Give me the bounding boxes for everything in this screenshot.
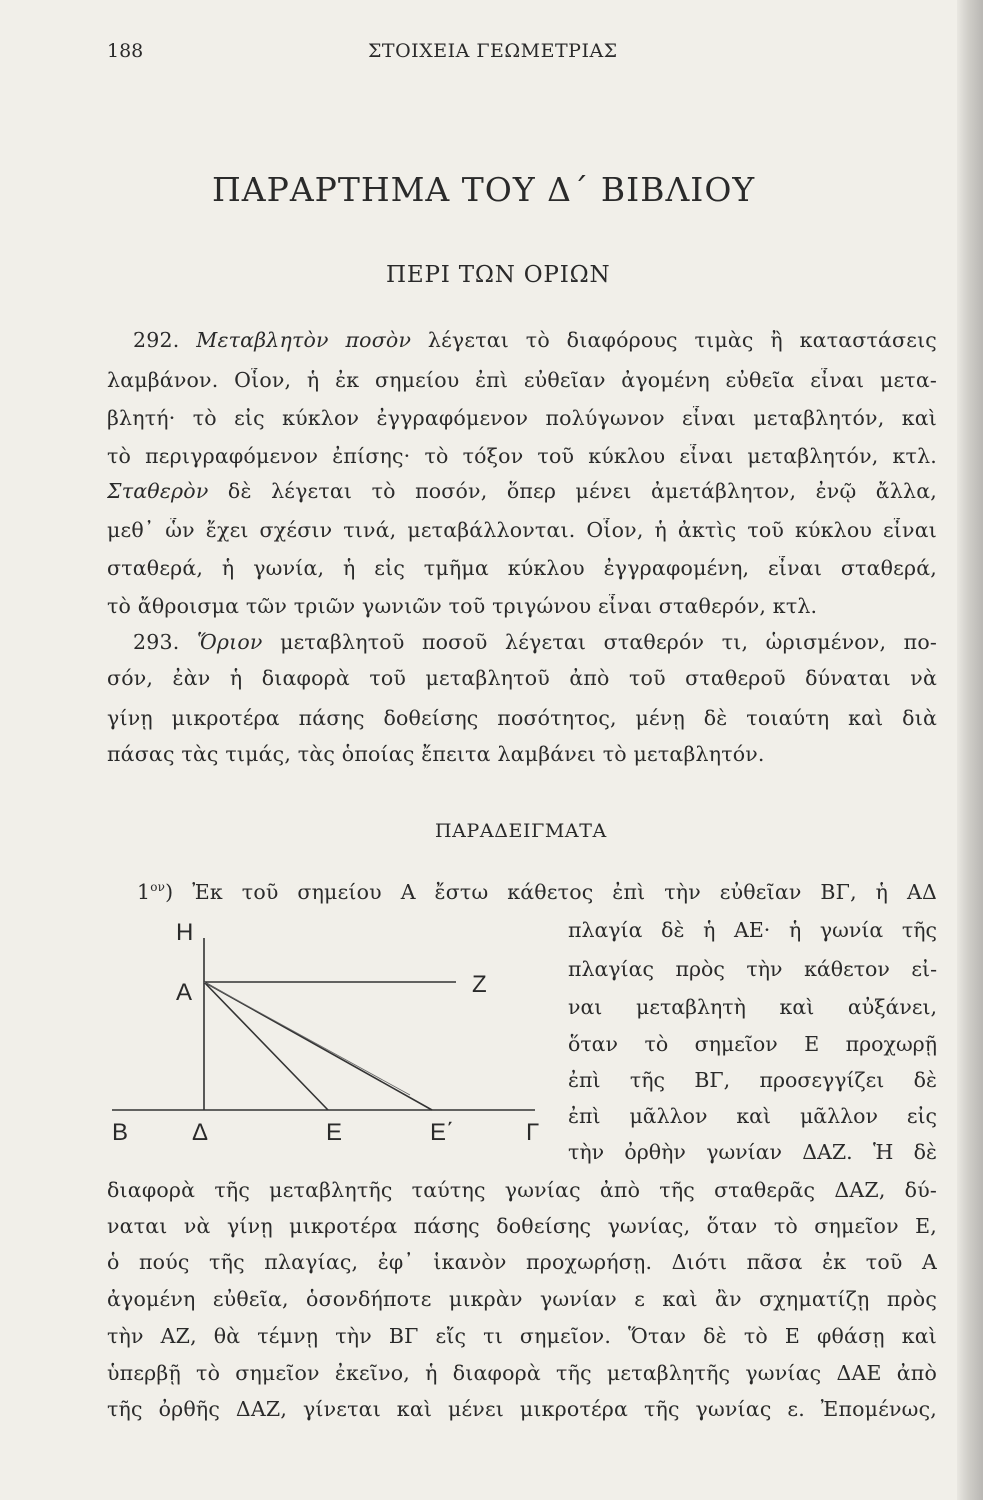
oblique-line-AE xyxy=(204,982,328,1110)
side-text-line: πλαγία δὲ ἡ ΑΕ· ἡ γωνία τῆς xyxy=(568,918,937,942)
example-1-line-1 xyxy=(137,880,937,904)
text-line: ὁ πούς τῆς πλαγίας, ἐφ᾽ ἱκανὸν προχωρήσῃ. Διότι πᾶσα ἐκ τοῦ Α xyxy=(107,1250,937,1274)
geometry-figure xyxy=(100,910,570,1145)
label-B: Β xyxy=(112,1119,129,1145)
side-text-line: πλαγίας πρὸς τὴν κάθετον εἰ- xyxy=(568,957,937,981)
text-line xyxy=(107,479,937,503)
text-line: τὸ περιγραφόμενον ἐπίσης· τὸ τόξον τοῦ κύκλου εἶναι μεταβλητόν, κτλ. xyxy=(107,444,937,468)
text-line: τὴν ΑΖ, θὰ τέμνῃ τὴν ΒΓ εἴς τι σημεῖον. Ὅταν δὲ τὸ Ε φθάσῃ καὶ xyxy=(107,1324,937,1348)
text-line: βλητή· τὸ εἰς κύκλον ἐγγραφόμενον πολύγωνον εἶναι μεταβλητόν, καὶ xyxy=(107,406,937,430)
text-line: ὑπερβῇ τὸ σημεῖον ἐκεῖνο, ἡ διαφορὰ τῆς μεταβλητῆς γωνίας ΔΑΕ ἀπὸ xyxy=(107,1361,937,1385)
defined-term: Μεταβλητὸν ποσὸν xyxy=(196,328,412,352)
running-title: ΣΤΟΙΧΕΙΑ ΓΕΩΜΕΤΡΙΑΣ xyxy=(368,40,618,62)
label-D: Δ xyxy=(192,1119,209,1145)
text-line: τὸ ἄθροισμα τῶν τριῶν γωνιῶν τοῦ τριγώνου εἶναι σταθερόν, κτλ. xyxy=(107,594,818,618)
text: μεταβλητοῦ ποσοῦ λέγεται σταθερόν τι, ὡρισμένον, πο- xyxy=(280,630,937,654)
paragraph-292-line-1 xyxy=(133,328,937,352)
examples-heading: ΠΑΡΑΔΕΙΓΜΑΤΑ xyxy=(435,820,607,842)
label-E: Ε xyxy=(326,1119,343,1145)
defined-term: Ὅριον xyxy=(196,630,263,654)
label-Z: Ζ xyxy=(472,971,487,998)
text-line: σταθερά, ἡ γωνία, ἡ εἰς τμῆμα κύκλου ἐγγραφομένη, εἶναι σταθερά, xyxy=(107,556,937,580)
side-text-line: ἐπὶ μᾶλλον καὶ μᾶλλον εἰς xyxy=(568,1104,937,1128)
text-line: ἀγομένη εὐθεῖα, ὁσονδήποτε μικρὰν γωνίαν ε καὶ ἂν σχηματίζῃ πρὸς xyxy=(107,1287,937,1311)
side-text-line: ὅταν τὸ σημεῖον Ε προχωρῇ xyxy=(568,1032,937,1056)
label-H: Η xyxy=(176,919,194,946)
page-number: 188 xyxy=(107,40,144,62)
text-line: λαμβάνον. Οἷον, ἡ ἐκ σημείου ἐπὶ εὐθεῖαν ἀγομένη εὐθεῖα εἶναι μετα- xyxy=(107,368,937,392)
defined-term: Σταθερὸν xyxy=(107,479,209,503)
side-text-line: ἐπὶ τῆς ΒΓ, προσεγγίζει δὲ xyxy=(568,1068,937,1092)
text-line: τῆς ὀρθῆς ΔΑΖ, γίνεται καὶ μένει μικροτέρα τῆς γωνίας ε. Ἐπομένως, xyxy=(107,1397,937,1421)
label-G: Γ xyxy=(526,1119,540,1145)
text-line: διαφορὰ τῆς μεταβλητῆς ταύτης γωνίας ἀπὸ τῆς σταθερᾶς ΔΑΖ, δύ- xyxy=(107,1178,937,1202)
text-line: σόν, ἐὰν ἡ διαφορὰ τοῦ μεταβλητοῦ ἀπὸ τοῦ σταθεροῦ δύναται νὰ xyxy=(107,666,937,690)
guide-line xyxy=(204,982,410,1095)
side-text-line: ναι μεταβλητὴ καὶ αὐξάνει, xyxy=(568,995,937,1019)
paragraph-number: 292. xyxy=(133,328,180,352)
section-subtitle: ΠΕΡΙ ΤΩΝ ΟΡΙΩΝ xyxy=(386,262,611,288)
text-line: ναται νὰ γίνῃ μικροτέρα πάσης δοθείσης γωνίας, ὅταν τὸ σημεῖον Ε, xyxy=(107,1214,937,1238)
label-A: Α xyxy=(176,979,193,1006)
text-line: μεθ᾽ ὧν ἔχει σχέσιν τινά, μεταβάλλονται. Οἷον, ἡ ἀκτὶς τοῦ κύκλου εἶναι xyxy=(107,518,937,542)
paragraph-number: 293. xyxy=(133,630,180,654)
appendix-title: ΠΑΡΑΡΤΗΜΑ ΤΟΥ Δ΄ ΒΙΒΛΙΟΥ xyxy=(212,170,756,209)
text: Ἐκ τοῦ σημείου Α ἔστω κάθετος ἐπὶ τὴν εὐθεῖαν ΒΓ, ἡ ΑΔ xyxy=(192,880,937,904)
text-line: γίνῃ μικροτέρα πάσης δοθείσης ποσότητος, μένῃ δὲ τοιαύτη καὶ διὰ xyxy=(107,706,937,730)
label-E-prime: Ε΄ xyxy=(430,1119,454,1145)
example-number: $1^{o\nu}$) xyxy=(137,880,174,904)
text: λέγεται τὸ διαφόρους τιμὰς ἢ καταστάσεις xyxy=(427,328,937,352)
text-line: πάσας τὰς τιμάς, τὰς ὁποίας ἔπειτα λαμβάνει τὸ μεταβλητόν. xyxy=(107,742,765,766)
paragraph-293-line-1 xyxy=(133,630,937,654)
side-text-line: τὴν ὀρθὴν γωνίαν ΔΑΖ. Ἡ δὲ xyxy=(568,1140,937,1164)
text: δὲ λέγεται τὸ ποσόν, ὅπερ μένει ἀμετάβλητον, ἐνῷ ἄλλα, xyxy=(227,479,937,503)
